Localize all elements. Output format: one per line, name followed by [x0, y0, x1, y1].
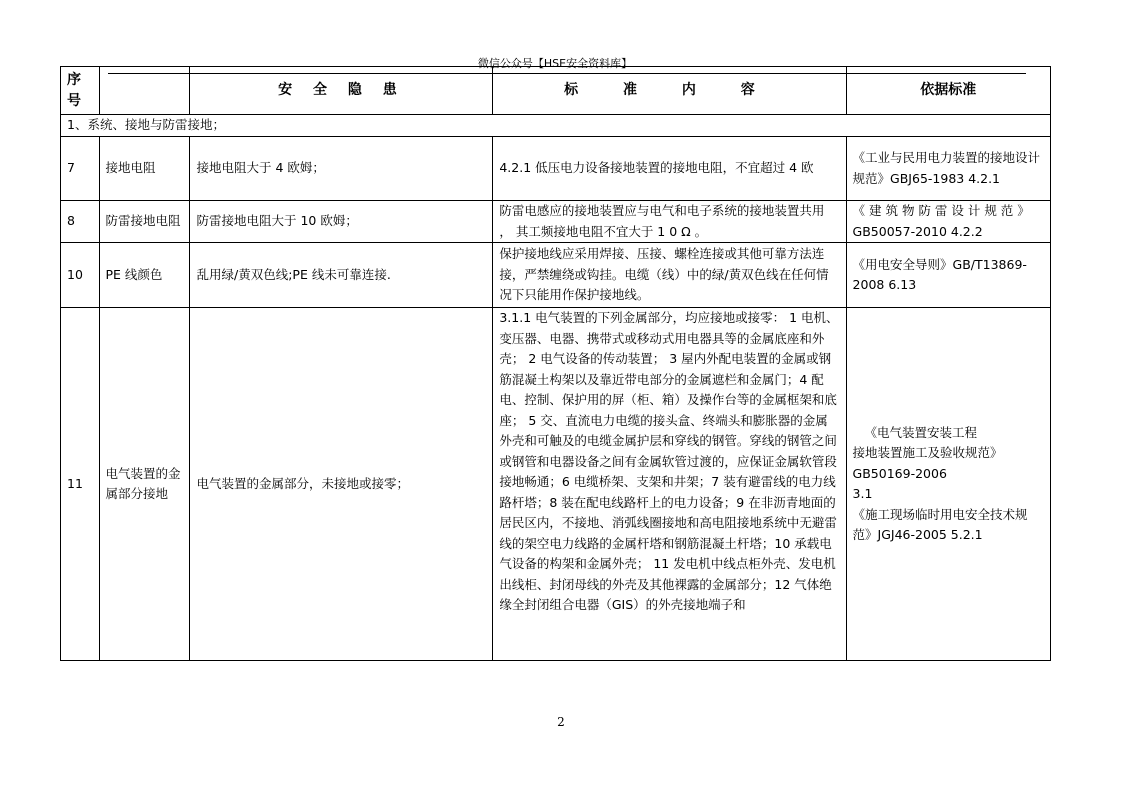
row-standard: 4.2.1 低压电力设备接地装置的接地电阻，不宜超过 4 欧 [493, 137, 846, 201]
row-no: 8 [61, 201, 100, 243]
row-hazard: 乱用绿/黄双色线;PE 线未可靠连接. [190, 243, 493, 308]
header-hazard: 安 全 隐 患 [190, 67, 493, 115]
section-row [61, 115, 1051, 137]
row-name: 接地电阻 [99, 137, 190, 201]
row-standard: 3.1.1 电气装置的下列金属部分，均应接地或接零： 1 电机、变压器、电器、携带式或移动式用电器具等的金属底座和外壳； 2 电气设备的传动装置； 3 屋内外配电装置的金属或钢筋混凝土构架以及靠近带电部分的金属遮栏和金属门；4 配电、控制、保护用的屏（柜、箱）及操作台等的金属框架和底座； 5 交、直流电力电缆的接头盒、终端头和膨胀器的金属外壳和可触及的电缆金属护层和穿线的钢管。穿线的钢管之间或钢管和电器设备之间有金属软管过渡的，应保证金属软管段接地畅通；6 电缆桥架、支架和井架；7 装有避雷线的电力线路杆塔；8 装在配电线路杆上的电力设备；9 在非沥青地面的居民区内，不接地、消弧线圈接地和高电阻接地系统中无避雷线的架空电力线路的金属杆塔和钢筋混凝土杆塔；10 承载电气设备的构架和金属外壳； 11 发电机中线点柜外壳、发电机出线柜、封闭母线的外壳及其他裸露的金属部分；12 气体绝缘全封闭组合电器（GIS）的外壳接地端子和 [493, 308, 846, 661]
reference-line: 《电气装置安装工程 [864, 424, 978, 440]
header-standard: 标 准 内 容 [493, 67, 846, 115]
row-no: 10 [61, 243, 100, 308]
page-number: 2 [557, 715, 565, 729]
row-reference [846, 308, 1050, 661]
row-hazard: 防雷接地电阻大于 10 欧姆； [190, 201, 493, 243]
table-row [61, 308, 1051, 661]
reference-line: 接地装置施工及验收规范》 [852, 445, 1003, 460]
table-row [61, 137, 1051, 201]
header-watermark: 微信公众号【HSE安全资料库】 [477, 57, 633, 70]
table-row [61, 201, 1051, 243]
row-name: 电气装置的金属部分接地 [99, 308, 190, 661]
row-standard: 保护接地线应采用焊接、压接、螺栓连接或其他可靠方法连接，严禁缠绕或钩挂。电缆（线）中的绿/黄双色线在任何情况下只能用作保护接地线。 [493, 243, 846, 308]
row-reference: 《用电安全导则》GB/T13869-2008 6.13 [846, 243, 1050, 308]
reference-line: GB50169-2006 [852, 465, 947, 481]
row-name: 防雷接地电阻 [99, 201, 190, 243]
header-reference: 依据标准 [846, 67, 1050, 115]
row-standard: 防雷电感应的接地装置应与电气和电子系统的接地装置共用 ， 其工频接地电阻不宜大于 1 0 Ω 。 [493, 201, 846, 243]
header-rule [108, 73, 1026, 74]
row-no: 11 [61, 308, 100, 661]
reference-line: 《施工现场临时用电安全技术规范》JGJ46-2005 5.2.1 [852, 506, 1028, 542]
hazard-table [60, 66, 1051, 661]
table-row [61, 243, 1051, 308]
header-no: 序号 [61, 67, 100, 115]
section-title: 1、系统、接地与防雷接地； [61, 115, 1051, 137]
row-hazard: 电气装置的金属部分，未接地或接零； [190, 308, 493, 661]
row-name: PE 线颜色 [99, 243, 190, 308]
row-reference: 《工业与民用电力装置的接地设计规范》GBJ65-1983 4.2.1 [846, 137, 1050, 201]
row-no: 7 [61, 137, 100, 201]
reference-line: 3.1 [852, 486, 873, 501]
row-reference: 《 建 筑 物 防 雷 设 计 规 范 》GB50057-2010 4.2.2 [846, 201, 1050, 243]
row-hazard: 接地电阻大于 4 欧姆； [190, 137, 493, 201]
